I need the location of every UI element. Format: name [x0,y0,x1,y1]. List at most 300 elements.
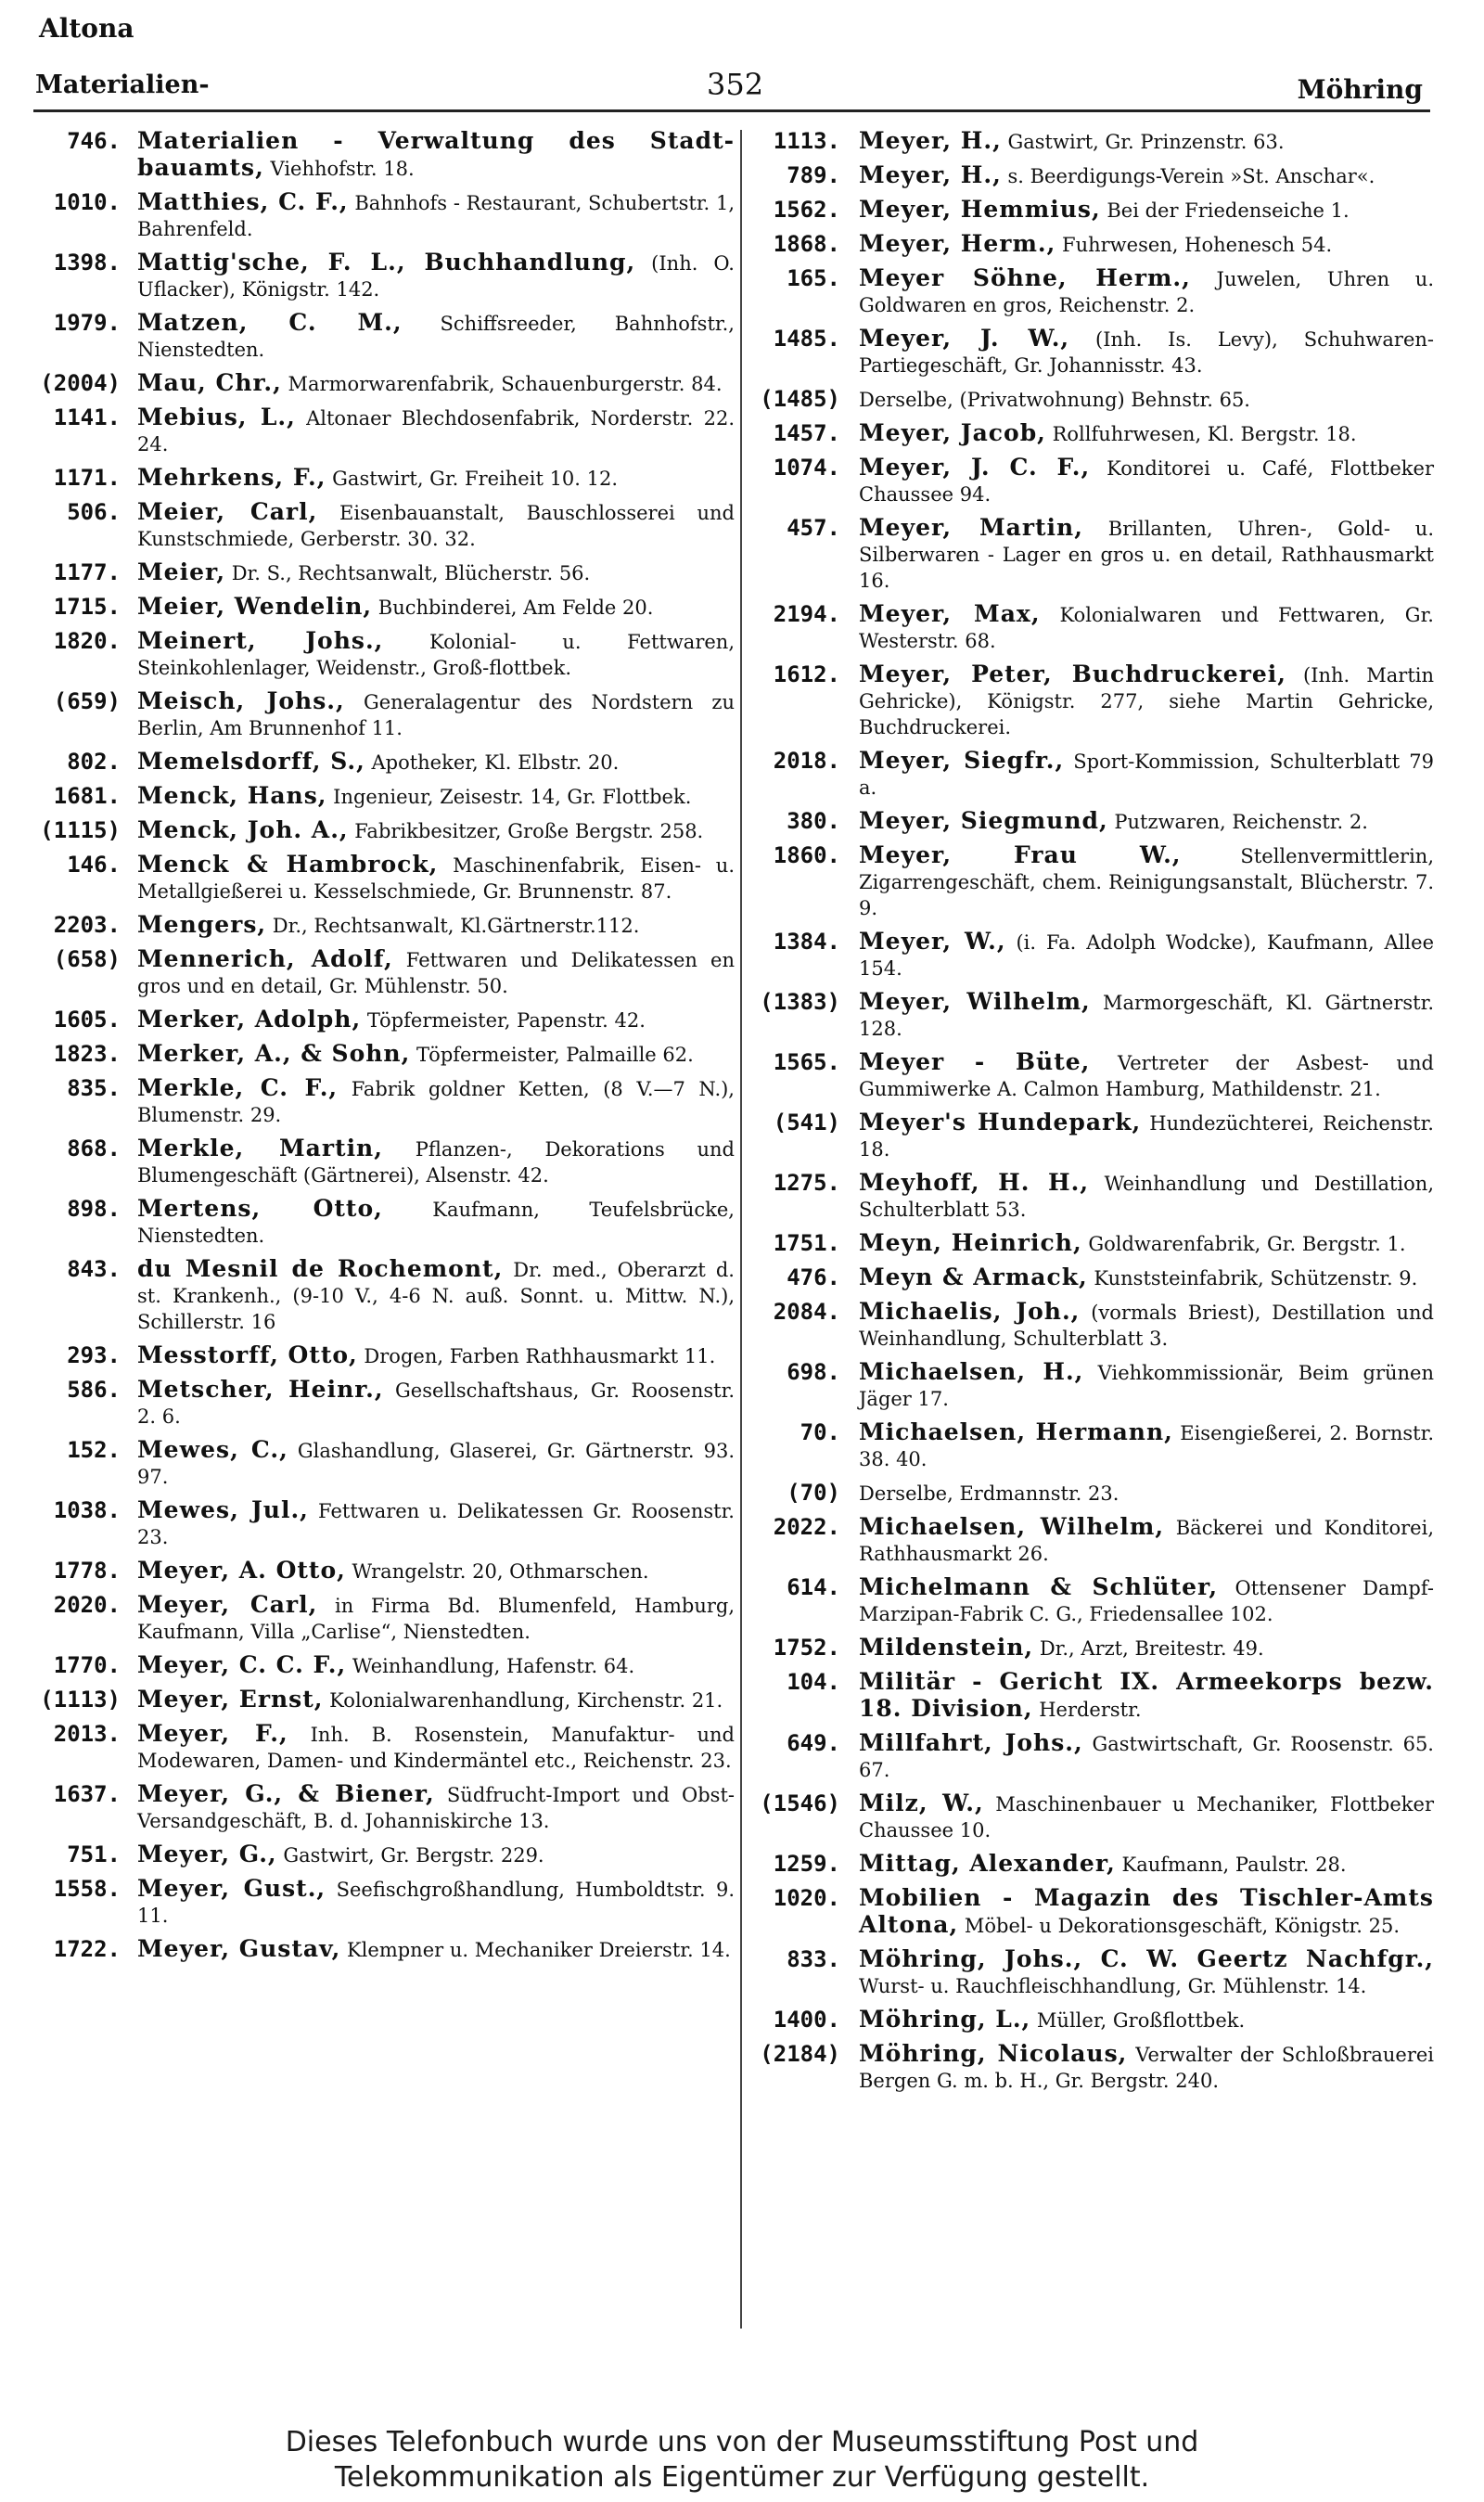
subscriber-name: Möhring, L., [859,2006,1031,2033]
entry-text [137,594,735,621]
phone-number: 843. [67,1256,121,1282]
phone-number: 1275. [773,1170,840,1196]
phone-number: 649. [787,1730,840,1756]
subscriber-name: Meyhoff, H. H., [859,1169,1090,1196]
entry-text [137,1041,735,1068]
subscriber-name: Mattig'sche, F. L., Buchhandlung, [137,249,636,276]
directory-entry [28,1041,735,1068]
subscriber-name: Metscher, Heinr., [137,1376,384,1403]
subscriber-name: Meyer, Ernst, [137,1686,324,1713]
subscriber-details: (Inh. O. Uflacker), Königstr. 142. [137,252,735,301]
subscriber-details: Fettwaren u. Delikatessen Gr. Roosenstr. 23. [137,1500,735,1548]
entry-text [859,1574,1434,1627]
directory-entry [748,2007,1434,2034]
entry-text [137,1075,735,1128]
phone-number: 1558. [53,1876,121,1902]
directory-entry [28,1876,735,1929]
phone-number: 2203. [53,912,121,938]
left-column [28,128,735,1970]
subscriber-name: Meyer - Büte, [859,1048,1091,1075]
entry-text [137,783,735,810]
directory-entry [28,1841,735,1868]
directory-entry [28,310,735,363]
subscriber-details: Dr. med., Oberarzt d. st. Krankenh., (9-10 V., 4-6 N. auß. Sonnt. u. Mittw. N.), Schillerstr. 16 [137,1259,735,1333]
subscriber-details: (Inh. Martin Gehricke), Königstr. 277, siehe Martin Gehricke, Buchdruckerei. [859,664,1434,738]
phone-number: 1141. [53,404,121,430]
subscriber-details: Marmorwarenfabrik, Schauenburgerstr. 84. [281,373,723,395]
entry-text [137,559,735,586]
directory-entry [748,1170,1434,1223]
subscriber-details: Töpfermeister, Palmaille 62. [410,1044,694,1066]
phone-number: 506. [67,499,121,525]
subscriber-name: Meyer, Hemmius, [859,196,1101,223]
subscriber-name: Meyer, Jacob, [859,419,1046,446]
subscriber-name: Meisch, Johs., [137,687,345,714]
subscriber-details: Kolonialwaren und Fettwaren, Gr. Westerstr. 68. [859,604,1434,652]
phone-number: 1770. [53,1652,121,1678]
subscriber-name: Messtorff, Otto, [137,1341,358,1368]
subscriber-details: Viehhofstr. 18. [263,158,415,180]
entry-text [859,2007,1434,2034]
subscriber-name: Meier, [137,558,226,585]
phone-number: 1457. [773,420,840,446]
directory-entry [748,1110,1434,1162]
phone-number: 614. [787,1574,840,1600]
directory-entry [28,189,735,242]
entry-text [859,1359,1434,1412]
subscriber-name: Matthies, C. F., [137,188,349,215]
subscriber-name: Meyer, Peter, Buchdruckerei, [859,661,1286,687]
phone-number: (2184) [760,2041,840,2067]
directory-entry [28,1256,735,1335]
subscriber-details: Fuhrwesen, Hohenesch 54. [1055,234,1333,256]
subscriber-details: Klempner u. Mechaniker Dreierstr. 14. [340,1939,731,1961]
subscriber-name: Merkle, Martin, [137,1135,383,1161]
directory-entry [28,1196,735,1249]
subscriber-details: Verwalter der Schloßbrauerei Bergen G. m. b. H., Gr. Bergstr. 240. [859,2044,1435,2092]
entry-text [859,1885,1434,1939]
phone-number: 1259. [773,1851,840,1877]
directory-entry [28,250,735,302]
entry-text [859,661,1434,740]
subscriber-name: Möhring, Nicolaus, [859,2040,1128,2067]
subscriber-details: (vormals Briest), Destillation und Weinhandlung, Schulterblatt 3. [859,1302,1434,1350]
header-rule [33,109,1430,112]
directory-entry [28,1075,735,1128]
phone-number: 1038. [53,1497,121,1523]
subscriber-name: Merker, Adolph, [137,1006,362,1033]
phone-number: 789. [787,162,840,188]
entry-text [859,808,1434,835]
subscriber-name: Mebius, L., [137,404,296,430]
entry-text [859,1264,1434,1291]
phone-number: 1868. [773,231,840,257]
subscriber-name: Meyer Söhne, Herm., [859,264,1191,291]
entry-text [137,1342,735,1369]
entry-text [859,1170,1434,1223]
phone-number: (1113) [40,1687,121,1713]
subscriber-details: Wrangelstr. 20, Othmarschen. [345,1560,649,1583]
phone-number: 751. [67,1841,121,1867]
directory-entry [748,1851,1434,1878]
directory-entry [748,1574,1434,1627]
entry-text [859,455,1434,507]
subscriber-details: Gesellschaftshaus, Gr. Roosenstr. 2. 6. [137,1379,736,1428]
phone-number: 1020. [773,1885,840,1911]
subscriber-name: Meyer, Siegfr., [859,747,1065,774]
entry-text [859,1419,1434,1472]
subscriber-details: Dr., Rechtsanwalt, Kl.Gärtnerstr.112. [266,915,640,937]
subscriber-details: Vertreter der Asbest- und Gummiwerke A. Calmon Hamburg, Mathildenstr. 21. [859,1052,1434,1100]
entry-text [859,162,1434,189]
phone-number: 1177. [53,559,121,585]
phone-number: 457. [787,515,840,541]
subscriber-details: Maschinenbauer u Mechaniker, Flottbeker Chaussee 10. [859,1793,1434,1841]
subscriber-details: Rollfuhrwesen, Kl. Bergstr. 18. [1045,423,1357,445]
directory-entry [28,1592,735,1645]
subscriber-name: Meyer, C. C. F., [137,1651,347,1678]
entry-text [859,1514,1434,1567]
directory-entry [748,197,1434,224]
directory-entry [748,420,1434,447]
directory-entry [748,265,1434,318]
entry-text [859,1480,1434,1507]
directory-entry [748,1359,1434,1412]
subscriber-details: Ottensener Dampf-Marzipan-Fabrik C. G., Friedensallee 102. [859,1577,1434,1625]
entry-text [137,817,735,844]
page-city-header: Altona [39,13,134,44]
phone-number: 746. [67,128,121,154]
directory-entry [748,1790,1434,1843]
subscriber-details: Viehkommissionär, Beim grünen Jäger 17. [859,1362,1434,1410]
directory-entry [748,1669,1434,1723]
entry-text [137,499,735,552]
subscriber-details: Brillanten, Uhren-, Gold- u. Silberwaren - Lager en gros u. en detail, Rathhausmarkt 16. [859,518,1434,592]
subscriber-details: Kolonialwarenhandlung, Kirchenstr. 21. [323,1689,723,1712]
subscriber-name: Merkle, C. F., [137,1074,339,1101]
phone-number: 698. [787,1359,840,1385]
subscriber-name: Michaelsen, Wilhelm, [859,1513,1165,1540]
entry-text [859,601,1434,654]
entry-text [859,748,1434,801]
subscriber-name: Meyer, Frau W., [859,841,1182,868]
phone-number: 1637. [53,1781,121,1807]
entry-text [859,1730,1434,1783]
entry-text [137,628,735,681]
entry-text [859,1230,1434,1257]
subscriber-details: Derselbe, (Privatwohnung) Behnstr. 65. [859,389,1250,411]
directory-entry [28,1558,735,1585]
entry-text [137,1721,735,1774]
subscriber-details: Bäckerei und Konditorei, Rathhausmarkt 26. [859,1517,1434,1565]
entry-text [859,515,1434,594]
entry-text [137,688,735,741]
page-number: 352 [707,67,764,102]
right-column [748,128,1434,2101]
entry-text [137,1437,735,1490]
subscriber-name: Millfahrt, Johs., [859,1729,1083,1756]
entry-text [859,989,1434,1042]
entry-text [859,1790,1434,1843]
directory-entry [748,1730,1434,1783]
phone-number: 835. [67,1075,121,1101]
entry-text [137,1136,735,1188]
subscriber-name: Materialien - Verwaltung des Stadt-bauamts, [137,127,735,181]
phone-number: (1115) [40,817,121,843]
subscriber-details: Derselbe, Erdmannstr. 23. [859,1482,1119,1505]
entry-text [859,2041,1434,2094]
entry-text [859,1299,1434,1352]
directory-entry [28,688,735,741]
directory-entry [28,817,735,844]
phone-number: 1485. [773,326,840,352]
entry-text [137,1558,735,1585]
footer-note [0,2419,1484,2502]
directory-entry [748,661,1434,740]
subscriber-name: Meyer, W., [859,928,1006,955]
subscriber-name: Menck & Hambrock, [137,851,439,878]
subscriber-details: Fabrikbesitzer, Große Bergstr. 258. [348,820,704,842]
column-divider [740,130,742,2329]
subscriber-details: (Inh. Is. Levy), Schuhwaren-Partiegeschäft, Gr. Johannisstr. 43. [859,328,1434,377]
phone-number: 2194. [773,601,840,627]
phone-number: 2022. [773,1514,840,1540]
subscriber-name: Meyer, Wilhelm, [859,988,1091,1015]
subscriber-details: Kaufmann, Teufelsbrücke, Nienstedten. [137,1199,735,1247]
phone-number: (1546) [760,1790,840,1816]
entry-text [859,1635,1434,1662]
entry-text [137,1936,735,1963]
subscriber-name: Möhring, Johs., C. W. Geertz Nachfgr., [859,1945,1434,1972]
directory-entry [748,1049,1434,1102]
phone-number: 802. [67,749,121,775]
directory-entry [28,559,735,586]
subscriber-details: Apotheker, Kl. Elbstr. 20. [365,751,620,774]
directory-entry [748,231,1434,258]
subscriber-name: Merker, A., & Sohn, [137,1040,411,1067]
subscriber-name: Mewes, Jul., [137,1496,309,1523]
phone-number: 1074. [773,455,840,481]
entry-text [137,1256,735,1335]
directory-entry [748,1514,1434,1567]
phone-number: 146. [67,852,121,878]
subscriber-name: Meyer, Herm., [859,230,1056,257]
directory-entry [28,594,735,621]
phone-number: 476. [787,1264,840,1290]
directory-entry [748,748,1434,801]
entry-text [859,326,1434,379]
subscriber-name: Meyer, F., [137,1720,288,1747]
subscriber-details: Fabrik goldner Ketten, (8 V.—7 N.), Blumenstr. 29. [137,1078,735,1126]
subscriber-name: Michelmann & Schlüter, [859,1573,1219,1600]
entry-text [137,912,735,939]
subscriber-name: Mengers, [137,911,267,938]
subscriber-details: Gastwirt, Gr. Bergstr. 229. [276,1844,544,1867]
subscriber-name: Meyer, Martin, [859,514,1083,541]
subscriber-details: Kaufmann, Paulstr. 28. [1115,1854,1347,1876]
directory-entry [28,1687,735,1713]
entry-text [137,1876,735,1929]
subscriber-name: Meyer's Hundepark, [859,1109,1142,1136]
phone-number: 1562. [773,197,840,223]
directory-entry [748,326,1434,379]
directory-entry [748,1946,1434,1999]
subscriber-name: Meyer, A. Otto, [137,1557,346,1584]
directory-entry [748,162,1434,189]
phone-number: 1171. [53,465,121,491]
subscriber-details: Buchbinderei, Am Felde 20. [372,597,654,619]
phone-number: 1752. [773,1635,840,1661]
directory-entry [748,1419,1434,1472]
subscriber-name: Memelsdorff, S., [137,748,365,775]
directory-entry [28,1936,735,1963]
directory-entry [748,808,1434,835]
subscriber-name: Meyer, G., & Biener, [137,1780,435,1807]
subscriber-details: Konditorei u. Café, Flottbeker Chaussee 94. [859,457,1434,506]
subscriber-details: Inh. B. Rosenstein, Manufaktur- und Modewaren, Damen- und Kindermäntel etc., Reichenstr. 23. [137,1724,735,1772]
subscriber-details: Gastwirt, Gr. Prinzenstr. 63. [1001,131,1285,153]
subscriber-details: Töpfermeister, Papenstr. 42. [361,1009,646,1032]
directory-entry [28,1652,735,1679]
phone-number: 1400. [773,2007,840,2033]
subscriber-details: Schiffsreeder, Bahnhofstr., Nienstedten. [137,313,735,361]
subscriber-details: Putzwaren, Reichenstr. 2. [1107,811,1368,833]
entry-text [859,231,1434,258]
subscriber-details: Wurst- u. Rauchfleischhandlung, Gr. Mühlenstr. 14. [859,1975,1367,1997]
entry-text [137,128,735,182]
subscriber-details: Weinhandlung und Destillation, Schulterblatt 53. [859,1173,1434,1221]
directory-entry [28,465,735,492]
subscriber-name: Meyn, Heinrich, [859,1229,1082,1256]
entry-text [137,1687,735,1713]
directory-entry [28,912,735,939]
subscriber-name: Meyer, Gustav, [137,1935,341,1962]
directory-entry [28,499,735,552]
entry-text [137,1007,735,1033]
phone-number: (1485) [760,386,840,412]
phone-number: 1715. [53,594,121,620]
subscriber-name: Meyer, J. C. F., [859,454,1091,481]
entry-text [137,1781,735,1834]
directory-entry [28,783,735,810]
directory-entry [748,1635,1434,1662]
directory-entry [748,128,1434,155]
directory-entry [748,1480,1434,1507]
phone-number: 1778. [53,1558,121,1584]
entry-text [859,1669,1434,1723]
subscriber-details: Pflanzen-, Dekorations und Blumengeschäft (Gärtnerei), Alsenstr. 42. [137,1138,736,1187]
subscriber-name: Michaelsen, Hermann, [859,1418,1173,1445]
subscriber-details: Eisenbauanstalt, Bauschlosserei und Kunstschmiede, Gerberstr. 30. 32. [137,502,735,550]
subscriber-details: in Firma Bd. Blumenfeld, Hamburg, Kaufmann, Villa „Carlise“, Nienstedten. [137,1595,735,1643]
phone-number: 2084. [773,1299,840,1325]
subscriber-name: Meyer, Max, [859,600,1041,627]
directory-entry [748,601,1434,654]
subscriber-name: Meyer, H., [859,127,1002,154]
entry-text [137,1652,735,1679]
phone-number: 165. [787,265,840,291]
subscriber-details: Sport-Kommission, Schulterblatt 79 a. [859,751,1435,799]
entry-text [137,250,735,302]
phone-number: 1722. [53,1936,121,1962]
subscriber-details: Drogen, Farben Rathhausmarkt 11. [357,1345,716,1367]
entry-text [137,310,735,363]
directory-entry [28,1342,735,1369]
phone-number: 1751. [773,1230,840,1256]
page-category-header: Materialien- [35,71,210,99]
subscriber-details: Glashandlung, Glaserei, Gr. Gärtnerstr. 93. 97. [137,1440,735,1488]
subscriber-details: Südfrucht-Import und Obst-Versandgeschäft, B. d. Johanniskirche 13. [137,1784,735,1832]
phone-number: 104. [787,1669,840,1695]
entry-text [137,370,735,397]
directory-entry [748,2041,1434,2094]
phone-number: 586. [67,1377,121,1403]
subscriber-name: Mittag, Alexander, [859,1850,1116,1877]
subscriber-details: Hundezüchterei, Reichenstr. 18. [859,1112,1434,1161]
phone-number: 1384. [773,929,840,955]
phone-number: (658) [53,946,121,972]
subscriber-name: Meyer, H., [859,161,1002,188]
phone-number: 2018. [773,748,840,774]
entry-text [859,842,1434,921]
subscriber-name: Mertens, Otto, [137,1195,383,1222]
phone-number: 1681. [53,783,121,809]
subscriber-details: Möbel- u Dekorationsgeschäft, Königstr. 25. [958,1915,1401,1937]
subscriber-details: Juwelen, Uhren u. Goldwaren en gros, Reichenstr. 2. [859,268,1434,316]
subscriber-details: (i. Fa. Adolph Wodcke), Kaufmann, Allee 154. [859,931,1434,980]
directory-entry [748,455,1434,507]
directory-entry [748,989,1434,1042]
subscriber-name: Meyn & Armack, [859,1264,1088,1290]
entry-text [137,1377,735,1430]
directory-entry [748,1230,1434,1257]
phone-number: (659) [53,688,121,714]
directory-entry [28,1721,735,1774]
entry-text [859,197,1434,224]
subscriber-details: Weinhandlung, Hafenstr. 64. [346,1655,635,1677]
entry-text [859,1851,1434,1878]
entry-text [137,1497,735,1550]
directory-entry [748,1264,1434,1291]
subscriber-name: Michaelsen, H., [859,1358,1084,1385]
phone-number: (2004) [40,370,121,396]
subscriber-name: Meyer, Carl, [137,1591,318,1618]
phone-number: 380. [787,808,840,834]
directory-entry [28,1497,735,1550]
phone-number: 152. [67,1437,121,1463]
subscriber-details: Marmorgeschäft, Kl. Gärtnerstr. 128. [859,992,1434,1040]
subscriber-name: Meyer, J. W., [859,325,1070,352]
directory-entry [748,842,1434,921]
subscriber-details: Generalagentur des Nordstern zu Berlin, Am Brunnenhof 11. [137,691,735,739]
directory-entry [28,946,735,999]
subscriber-details: Kunststeinfabrik, Schützenstr. 9. [1087,1267,1418,1289]
phone-number: 898. [67,1196,121,1222]
entry-text [859,386,1434,413]
phone-number: 2020. [53,1592,121,1618]
phone-number: 2013. [53,1721,121,1747]
phone-number: 293. [67,1342,121,1368]
phone-number: 1605. [53,1007,121,1033]
phone-number: 1979. [53,310,121,336]
phone-number: 833. [787,1946,840,1972]
subscriber-name: Mau, Chr., [137,369,282,396]
entry-text [859,1110,1434,1162]
subscriber-name: Meyer, G., [137,1841,277,1867]
directory-entry [28,1377,735,1430]
footer-line-1: Dieses Telefonbuch wurde uns von der Museumsstiftung Post und [285,2426,1199,2458]
subscriber-details: Ingenieur, Zeisestr. 14, Gr. Flottbek. [326,786,692,808]
